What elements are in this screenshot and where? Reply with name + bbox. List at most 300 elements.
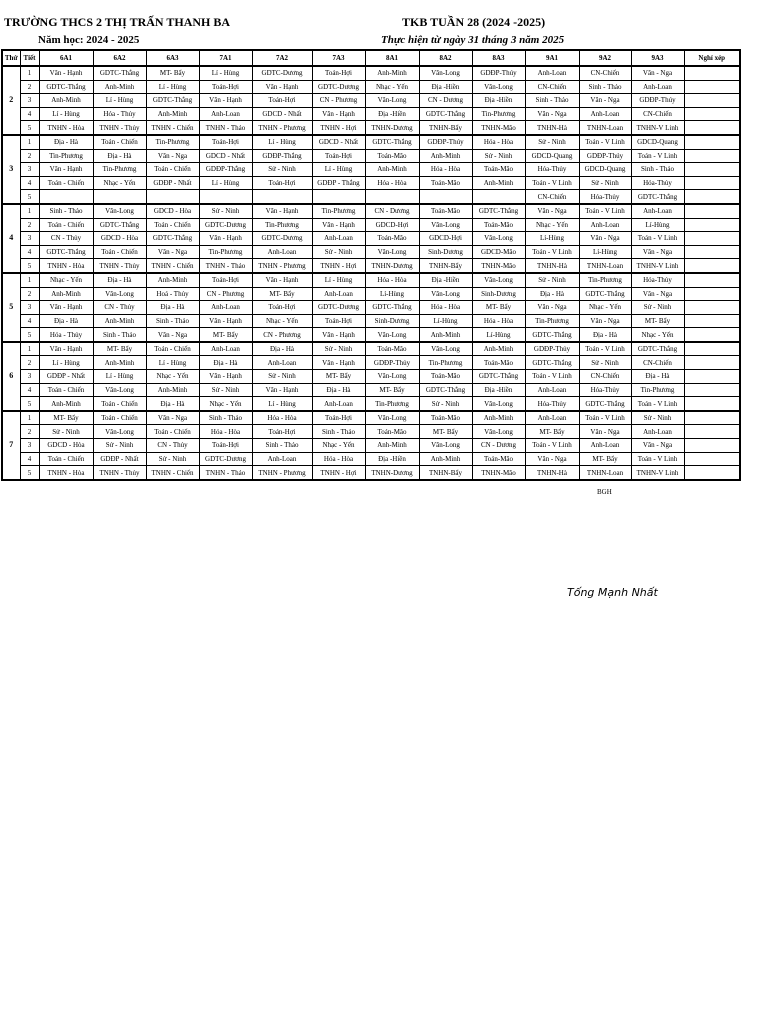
lesson-cell: GDTC-Thắng	[579, 397, 631, 411]
lesson-cell: Văn-Long	[365, 411, 419, 425]
lesson-cell: Toán-Mão	[419, 204, 472, 218]
lesson-cell: Anh-Minh	[146, 107, 199, 121]
column-header: 7A1	[199, 50, 252, 66]
board-label: BGH	[597, 488, 612, 496]
lesson-cell: Nhạc - Yến	[631, 328, 684, 342]
lesson-cell	[684, 273, 740, 287]
table-row	[2, 94, 740, 108]
lesson-cell: Địa - Hà	[39, 135, 93, 149]
lesson-cell: TNHN - Hòa	[39, 259, 93, 273]
lesson-cell: MT- Bẩy	[631, 314, 684, 328]
lesson-cell: Văn-Long	[419, 287, 472, 301]
lesson-cell: Anh-Minh	[39, 287, 93, 301]
lesson-cell: Địa - Hà	[146, 301, 199, 315]
lesson-cell: Toán-Hợi	[312, 66, 365, 80]
lesson-cell: Hóa-Thủy	[631, 176, 684, 190]
lesson-cell: Anh-Minh	[93, 356, 146, 370]
lesson-cell: GDCD-Hợi	[365, 218, 419, 232]
lesson-cell: GDTC-Dương	[199, 218, 252, 232]
table-row	[2, 425, 740, 439]
column-header: 9A3	[631, 50, 684, 66]
lesson-cell: Sử - Ninh	[579, 356, 631, 370]
lesson-cell: Văn - Nga	[631, 287, 684, 301]
lesson-cell: Hóa - Hòa	[365, 273, 419, 287]
lesson-cell: CN-Chiến	[579, 66, 631, 80]
lesson-cell: Toán-Hợi	[312, 314, 365, 328]
lesson-cell: CN - Dương	[365, 204, 419, 218]
lesson-cell: Sinh - Thảo	[525, 94, 579, 108]
lesson-cell: Anh-Minh	[93, 314, 146, 328]
lesson-cell: Toán-Hợi	[199, 439, 252, 453]
lesson-cell: GDĐP-Thủy	[525, 342, 579, 356]
period-cell: 3	[20, 370, 39, 384]
lesson-cell: Văn - Hạnh	[252, 273, 312, 287]
lesson-cell: TNHN-Bẩy	[419, 121, 472, 135]
period-cell: 3	[20, 439, 39, 453]
table-row	[2, 411, 740, 425]
period-cell: 5	[20, 466, 39, 480]
lesson-cell: TNHN - Thảo	[199, 259, 252, 273]
lesson-cell: Toán-Mão	[365, 342, 419, 356]
lesson-cell: Văn - Nga	[579, 314, 631, 328]
lesson-cell: Toán-Mão	[472, 452, 525, 466]
lesson-cell: GDCD - Hòa	[146, 204, 199, 218]
column-header: 6A2	[93, 50, 146, 66]
lesson-cell: TNHN-Hà	[525, 466, 579, 480]
table-row	[2, 204, 740, 218]
column-header: 9A1	[525, 50, 579, 66]
lesson-cell: GDTC-Thắng	[631, 190, 684, 204]
lesson-cell: Toán-Hợi	[252, 94, 312, 108]
lesson-cell	[684, 356, 740, 370]
period-cell: 1	[20, 66, 39, 80]
lesson-cell: Lí - Hùng	[252, 397, 312, 411]
lesson-cell	[684, 439, 740, 453]
table-row	[2, 342, 740, 356]
table-row	[2, 370, 740, 384]
lesson-cell: GDTC-Thắng	[472, 370, 525, 384]
lesson-cell: Anh-Loan	[579, 107, 631, 121]
period-cell: 5	[20, 121, 39, 135]
lesson-cell: MT- Bẩy	[146, 66, 199, 80]
lesson-cell: Hóa - Hòa	[419, 301, 472, 315]
lesson-cell: MT- Bẩy	[579, 452, 631, 466]
lesson-cell: Anh-Minh	[365, 66, 419, 80]
table-row	[2, 66, 740, 80]
lesson-cell: CN-Chiến	[525, 80, 579, 94]
lesson-cell: Văn-Long	[365, 94, 419, 108]
lesson-cell: GDĐP-Thủy	[365, 356, 419, 370]
lesson-cell: Toán-Hợi	[199, 273, 252, 287]
lesson-cell: Địa - Hà	[252, 342, 312, 356]
lesson-cell	[684, 370, 740, 384]
period-cell: 5	[20, 328, 39, 342]
lesson-cell: Toán - V Linh	[525, 245, 579, 259]
period-cell: 1	[20, 342, 39, 356]
lesson-cell: GDCD - Hòa	[93, 232, 146, 246]
lesson-cell: Hóa - Hòa	[472, 135, 525, 149]
column-header: 9A2	[579, 50, 631, 66]
lesson-cell	[684, 301, 740, 315]
lesson-cell: Anh-Minh	[93, 80, 146, 94]
day-cell: 2	[2, 66, 20, 135]
lesson-cell: Lí - Hùng	[199, 66, 252, 80]
column-header: Tiết	[20, 50, 39, 66]
lesson-cell: CN-Chiến	[631, 107, 684, 121]
lesson-cell: Địa -Hiền	[419, 80, 472, 94]
lesson-cell: Văn - Hạnh	[312, 328, 365, 342]
timetable	[1, 49, 741, 481]
lesson-cell: Toán-Mão	[365, 425, 419, 439]
lesson-cell: Nhạc - Yến	[93, 176, 146, 190]
lesson-cell: TNHN - Phương	[252, 259, 312, 273]
lesson-cell: MT- Bẩy	[525, 425, 579, 439]
lesson-cell	[684, 218, 740, 232]
period-cell: 3	[20, 232, 39, 246]
lesson-cell: CN - Phương	[199, 287, 252, 301]
lesson-cell: Văn - Hạnh	[312, 356, 365, 370]
lesson-cell: Toán-Hợi	[312, 411, 365, 425]
lesson-cell: Sử - Ninh	[199, 383, 252, 397]
lesson-cell: Anh-Loan	[525, 383, 579, 397]
lesson-cell: Anh-Loan	[579, 218, 631, 232]
lesson-cell: CN-Chiến	[579, 370, 631, 384]
lesson-cell: Hóa - Thủy	[93, 107, 146, 121]
lesson-cell	[684, 163, 740, 177]
lesson-cell: Văn-Long	[365, 245, 419, 259]
lesson-cell: GDĐP-Thúy	[419, 135, 472, 149]
lesson-cell: Văn - Hạnh	[252, 80, 312, 94]
lesson-cell: GDTC-Dương	[312, 301, 365, 315]
lesson-cell: CN-Chiến	[631, 356, 684, 370]
lesson-cell: CN - Phương	[252, 328, 312, 342]
lesson-cell: CN - Thủy	[93, 301, 146, 315]
lesson-cell: GDCD-Mão	[472, 245, 525, 259]
column-header: 8A1	[365, 50, 419, 66]
period-cell: 2	[20, 218, 39, 232]
period-cell: 2	[20, 149, 39, 163]
lesson-cell: TNHN-Hà	[525, 259, 579, 273]
lesson-cell: Văn - Nga	[579, 425, 631, 439]
lesson-cell: Sử - Ninh	[252, 163, 312, 177]
table-row	[2, 383, 740, 397]
lesson-cell: Sử - Ninh	[146, 452, 199, 466]
lesson-cell	[684, 232, 740, 246]
lesson-cell	[684, 245, 740, 259]
lesson-cell: Văn - Hạnh	[199, 370, 252, 384]
lesson-cell: Anh-Loan	[199, 107, 252, 121]
lesson-cell: Hóa - Hòa	[252, 411, 312, 425]
lesson-cell: Lí-Hùng	[525, 232, 579, 246]
lesson-cell: Toán-Mão	[472, 356, 525, 370]
lesson-cell: GDĐP - Nhất	[93, 452, 146, 466]
lesson-cell: Văn-Long	[365, 328, 419, 342]
lesson-cell: Lí - Hùng	[93, 370, 146, 384]
lesson-cell: MT- Bẩy	[472, 301, 525, 315]
lesson-cell: GDTC-Thắng	[93, 66, 146, 80]
lesson-cell	[684, 466, 740, 480]
lesson-cell	[684, 314, 740, 328]
table-row	[2, 232, 740, 246]
lesson-cell	[684, 176, 740, 190]
schedule-title: TKB TUẦN 28 (2024 -2025)	[402, 15, 546, 29]
table-row	[2, 149, 740, 163]
lesson-cell: CN-Chiến	[525, 190, 579, 204]
lesson-cell: Toán-Mão	[472, 218, 525, 232]
lesson-cell: Văn - Hạnh	[199, 94, 252, 108]
column-header: Nghỉ xép	[684, 50, 740, 66]
lesson-cell: TNHN - Hợi	[312, 259, 365, 273]
lesson-cell: Toán - V Linh	[579, 135, 631, 149]
lesson-cell	[684, 383, 740, 397]
lesson-cell: Toán - V Linh	[525, 176, 579, 190]
lesson-cell: Sinh-Dương	[472, 287, 525, 301]
lesson-cell: Anh-Loan	[252, 452, 312, 466]
lesson-cell: Toán - Chiến	[146, 342, 199, 356]
lesson-cell: Văn - Hạnh	[39, 301, 93, 315]
lesson-cell: Lí - Hùng	[146, 80, 199, 94]
lesson-cell: Anh-Minh	[39, 397, 93, 411]
lesson-cell: Hóa-Thủy	[579, 190, 631, 204]
lesson-cell: Sử - Ninh	[525, 135, 579, 149]
period-cell: 2	[20, 425, 39, 439]
period-cell: 4	[20, 176, 39, 190]
lesson-cell: MT- Bẩy	[93, 342, 146, 356]
day-cell: 5	[2, 273, 20, 342]
lesson-cell: Toán-Mão	[419, 176, 472, 190]
lesson-cell: Sử - Ninh	[525, 273, 579, 287]
lesson-cell: Địa - Hà	[579, 328, 631, 342]
table-row	[2, 301, 740, 315]
lesson-cell: TNHN-Dương	[365, 259, 419, 273]
lesson-cell: Toán-Hợi	[252, 425, 312, 439]
column-header: 8A2	[419, 50, 472, 66]
lesson-cell: Địa -Hiền	[472, 383, 525, 397]
lesson-cell: TNHN - Thảo	[199, 121, 252, 135]
lesson-cell: TNHN - Chiến	[146, 466, 199, 480]
lesson-cell	[684, 328, 740, 342]
lesson-cell: TNHN - Thủy	[93, 259, 146, 273]
lesson-cell: GDTC-Thắng	[146, 94, 199, 108]
lesson-cell: Toán-Hợi	[199, 80, 252, 94]
lesson-cell: Anh-Minh	[146, 273, 199, 287]
lesson-cell: GDTC-Dương	[252, 66, 312, 80]
lesson-cell: TNHN - Hợi	[312, 121, 365, 135]
lesson-cell: Anh-Loan	[199, 301, 252, 315]
lesson-cell: Toán - Chiến	[39, 383, 93, 397]
lesson-cell: Anh-Loan	[631, 80, 684, 94]
period-cell: 5	[20, 259, 39, 273]
lesson-cell: Anh-Minh	[472, 411, 525, 425]
lesson-cell: TNHN-Loan	[579, 259, 631, 273]
lesson-cell: MT- Bẩy	[365, 383, 419, 397]
lesson-cell: Toán - V Linh	[579, 204, 631, 218]
lesson-cell: Văn-Long	[472, 397, 525, 411]
lesson-cell: Văn - Nga	[579, 232, 631, 246]
lesson-cell: CN - Dương	[419, 94, 472, 108]
lesson-cell: Anh-Loan	[631, 425, 684, 439]
lesson-cell: Lí-Hùng	[419, 314, 472, 328]
lesson-cell: Sinh-Dương	[419, 245, 472, 259]
lesson-cell: GDTC-Thắng	[631, 342, 684, 356]
period-cell: 2	[20, 287, 39, 301]
column-header: Thứ	[2, 50, 20, 66]
lesson-cell: GDCD - Hòa	[39, 439, 93, 453]
lesson-cell: Toán-Mão	[419, 370, 472, 384]
lesson-cell: GDCD-Hợi	[419, 232, 472, 246]
period-cell: 5	[20, 190, 39, 204]
lesson-cell: TNHN - Phương	[252, 121, 312, 135]
lesson-cell: Địa - Hà	[312, 383, 365, 397]
lesson-cell: TNHN - Chiến	[146, 259, 199, 273]
lesson-cell: Văn-Long	[93, 383, 146, 397]
lesson-cell: Anh-Loan	[525, 66, 579, 80]
lesson-cell: Toán-Mão	[419, 411, 472, 425]
lesson-cell: TNHN-Mão	[472, 466, 525, 480]
lesson-cell: TNHN-Bẩy	[419, 259, 472, 273]
lesson-cell: Hoá - Thủy	[146, 287, 199, 301]
table-row	[2, 314, 740, 328]
lesson-cell: Văn-Long	[472, 273, 525, 287]
lesson-cell: TNHN - Chiến	[146, 121, 199, 135]
lesson-cell: GDTC-Thắng	[39, 245, 93, 259]
table-row	[2, 176, 740, 190]
lesson-cell	[684, 66, 740, 80]
lesson-cell: Văn - Hạnh	[199, 314, 252, 328]
period-cell: 1	[20, 135, 39, 149]
lesson-cell: Văn - Nga	[525, 301, 579, 315]
lesson-cell: Nhạc - Yến	[525, 218, 579, 232]
lesson-cell: Hóa-Thủy	[525, 397, 579, 411]
column-header: 7A2	[252, 50, 312, 66]
lesson-cell: Sinh - Thảo	[146, 314, 199, 328]
lesson-cell: Tin-Phương	[525, 314, 579, 328]
lesson-cell: Anh-Loan	[579, 439, 631, 453]
lesson-cell: Hóa - Hòa	[312, 452, 365, 466]
lesson-cell: Anh-Minh	[365, 439, 419, 453]
lesson-cell: GDTC-Thắng	[365, 301, 419, 315]
lesson-cell: TNHN-Bẩy	[419, 466, 472, 480]
lesson-cell: TNHN - Thủy	[93, 121, 146, 135]
lesson-cell: Sinh - Thảo	[631, 163, 684, 177]
lesson-cell: Tin-Phương	[39, 149, 93, 163]
table-row	[2, 190, 740, 204]
lesson-cell: GDTC-Thắng	[365, 135, 419, 149]
column-header: 6A1	[39, 50, 93, 66]
lesson-cell: Anh-Loan	[312, 287, 365, 301]
school-name: TRƯỜNG THCS 2 THỊ TRẤN THANH BA	[4, 15, 231, 29]
lesson-cell	[684, 204, 740, 218]
lesson-cell: GDTC-Thắng	[472, 204, 525, 218]
lesson-cell: Sử - Ninh	[199, 204, 252, 218]
lesson-cell: GDTC-Thắng	[39, 80, 93, 94]
lesson-cell: Địa - Hà	[146, 397, 199, 411]
table-row	[2, 439, 740, 453]
lesson-cell: Văn - Hạnh	[312, 107, 365, 121]
lesson-cell	[146, 190, 199, 204]
period-cell: 5	[20, 397, 39, 411]
lesson-cell: GDĐP - Nhất	[146, 176, 199, 190]
lesson-cell: Văn - Nga	[525, 204, 579, 218]
lesson-cell: Lí - Hùng	[312, 163, 365, 177]
lesson-cell	[684, 425, 740, 439]
lesson-cell: Nhạc - Yến	[252, 314, 312, 328]
lesson-cell: Toán - Chiến	[93, 411, 146, 425]
lesson-cell: Tin-Phương	[199, 245, 252, 259]
lesson-cell: Sử - Ninh	[631, 301, 684, 315]
table-row	[2, 245, 740, 259]
lesson-cell: Toán - V Linh	[525, 439, 579, 453]
lesson-cell: GDTC-Dương	[199, 452, 252, 466]
lesson-cell: Sử - Ninh	[472, 149, 525, 163]
lesson-cell: Toán - Chiến	[146, 163, 199, 177]
lesson-cell: Lí-Hùng	[631, 218, 684, 232]
lesson-cell: Văn-Long	[419, 66, 472, 80]
lesson-cell: Địa -Hiền	[365, 452, 419, 466]
lesson-cell	[684, 259, 740, 273]
lesson-cell: Nhạc - Yến	[199, 397, 252, 411]
lesson-cell: Toán - V Linh	[631, 397, 684, 411]
lesson-cell: Văn - Nga	[146, 328, 199, 342]
lesson-cell: Anh-Minh	[365, 163, 419, 177]
lesson-cell	[472, 190, 525, 204]
lesson-cell: Anh-Loan	[252, 245, 312, 259]
table-row	[2, 466, 740, 480]
period-cell: 1	[20, 411, 39, 425]
period-cell: 2	[20, 356, 39, 370]
table-row	[2, 163, 740, 177]
lesson-cell: CN - Dương	[472, 439, 525, 453]
lesson-cell: TNHN-Mão	[472, 121, 525, 135]
lesson-cell	[684, 411, 740, 425]
lesson-cell: Hóa-Thủy	[525, 163, 579, 177]
lesson-cell: Lí-Hùng	[365, 287, 419, 301]
lesson-cell: GDĐP - Nhất	[39, 370, 93, 384]
lesson-cell: GDTC-Thắng	[579, 287, 631, 301]
lesson-cell: Anh-Minh	[419, 452, 472, 466]
lesson-cell	[684, 452, 740, 466]
lesson-cell: GDTC-Thắng	[419, 383, 472, 397]
lesson-cell: Nhạc - Yến	[312, 439, 365, 453]
lesson-cell: Văn-Long	[93, 287, 146, 301]
lesson-cell: MT- Bẩy	[199, 328, 252, 342]
lesson-cell: Văn - Hạnh	[312, 218, 365, 232]
lesson-cell: TNHN-V Linh	[631, 121, 684, 135]
period-cell: 4	[20, 383, 39, 397]
lesson-cell	[419, 190, 472, 204]
table-row	[2, 135, 740, 149]
lesson-cell: Văn - Nga	[631, 439, 684, 453]
lesson-cell: Sử - Ninh	[312, 245, 365, 259]
lesson-cell: Toán - V Linh	[525, 370, 579, 384]
lesson-cell: GDĐP-Thắng	[199, 163, 252, 177]
lesson-cell: Địa - Hà	[525, 287, 579, 301]
lesson-cell: Tin-Phương	[93, 163, 146, 177]
lesson-cell: Anh-Minh	[419, 328, 472, 342]
lesson-cell: TNHN - Hòa	[39, 121, 93, 135]
lesson-cell: TNHN - Thủy	[93, 466, 146, 480]
lesson-cell: GDCD - Nhất	[312, 135, 365, 149]
table-row	[2, 259, 740, 273]
effective-date: Thực hiện từ ngày 31 tháng 3 năm 2025	[381, 34, 565, 46]
period-cell: 1	[20, 204, 39, 218]
lesson-cell: Địa -Hiền	[472, 94, 525, 108]
lesson-cell: Văn - Nga	[525, 107, 579, 121]
table-row	[2, 452, 740, 466]
lesson-cell: Anh-Minh	[472, 176, 525, 190]
period-cell: 3	[20, 301, 39, 315]
lesson-cell: Toán - Chiến	[93, 135, 146, 149]
